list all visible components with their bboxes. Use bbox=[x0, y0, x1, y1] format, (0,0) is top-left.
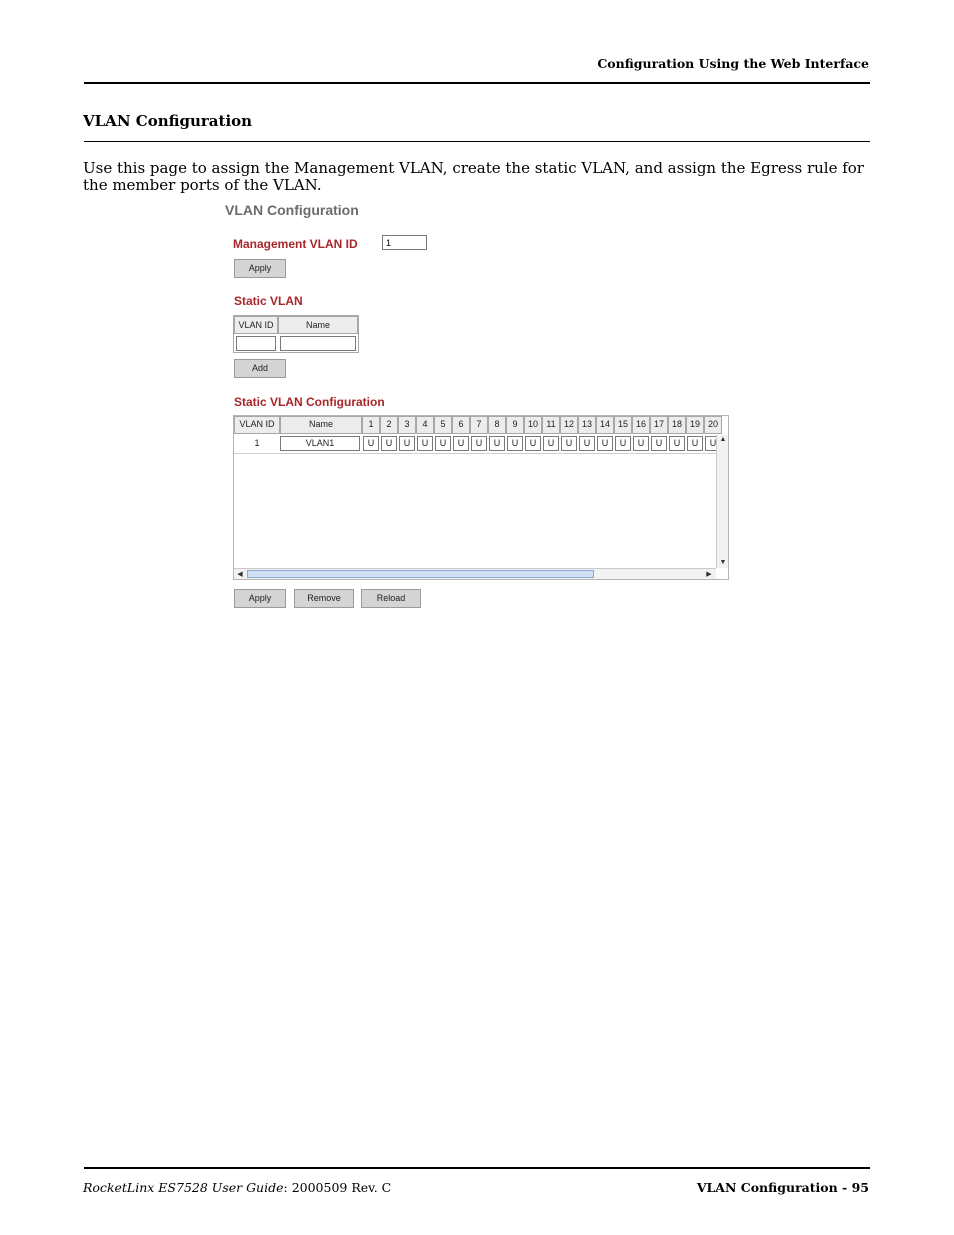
screenshot-title: VLAN Configuration bbox=[225, 202, 359, 218]
port-egress-select-16[interactable]: U bbox=[633, 436, 649, 451]
port-egress-select-3[interactable]: U bbox=[399, 436, 415, 451]
port-egress-select-19[interactable]: U bbox=[687, 436, 703, 451]
intro-paragraph: Use this page to assign the Management VLAN, create the static VLAN, and assign the Egress rule for the member ports of the VLAN. bbox=[83, 159, 864, 194]
port-egress-select-11[interactable]: U bbox=[543, 436, 559, 451]
port-header-15: 15 bbox=[614, 416, 632, 434]
static-vlan-id-input[interactable] bbox=[236, 336, 276, 351]
port-egress-select-14[interactable]: U bbox=[597, 436, 613, 451]
port-egress-select-18[interactable]: U bbox=[669, 436, 685, 451]
config-row-vlan-id: 1 bbox=[254, 438, 260, 448]
port-header-19: 19 bbox=[686, 416, 704, 434]
row-divider bbox=[234, 453, 716, 454]
horizontal-scrollbar[interactable] bbox=[234, 568, 716, 580]
port-header-1: 1 bbox=[362, 416, 380, 434]
port-header-4: 4 bbox=[416, 416, 434, 434]
port-egress-select-13[interactable]: U bbox=[579, 436, 595, 451]
port-egress-select-15[interactable]: U bbox=[615, 436, 631, 451]
footer-product bbox=[83, 1180, 391, 1195]
static-config-table bbox=[233, 415, 729, 580]
scroll-right-arrow-icon[interactable]: ▶ bbox=[706, 571, 712, 578]
vertical-scrollbar[interactable] bbox=[716, 435, 729, 568]
management-apply-button[interactable]: Apply bbox=[234, 259, 286, 278]
header-rule bbox=[84, 82, 870, 84]
static-vlan-name-input[interactable] bbox=[280, 336, 356, 351]
add-vlan-button[interactable]: Add bbox=[234, 359, 286, 378]
port-header-5: 5 bbox=[434, 416, 452, 434]
footer-product-name: RocketLinx ES7528 User Guide bbox=[83, 1180, 284, 1195]
management-vlan-label: Management VLAN ID bbox=[233, 237, 358, 251]
management-vlan-input[interactable]: 1 bbox=[382, 235, 427, 250]
section-title: VLAN Configuration bbox=[83, 112, 253, 130]
port-header-9: 9 bbox=[506, 416, 524, 434]
port-egress-select-7[interactable]: U bbox=[471, 436, 487, 451]
reload-button[interactable]: Reload bbox=[361, 589, 421, 608]
port-header-11: 11 bbox=[542, 416, 560, 434]
footer-rule bbox=[84, 1167, 870, 1169]
port-egress-select-8[interactable]: U bbox=[489, 436, 505, 451]
port-egress-select-1[interactable]: U bbox=[363, 436, 379, 451]
port-egress-select-17[interactable]: U bbox=[651, 436, 667, 451]
config-col-vlan-id: VLAN ID bbox=[234, 416, 280, 434]
static-vlan-col-id: VLAN ID bbox=[234, 316, 278, 334]
port-header-7: 7 bbox=[470, 416, 488, 434]
remove-button[interactable]: Remove bbox=[294, 589, 354, 608]
scroll-left-arrow-icon[interactable]: ◀ bbox=[237, 571, 243, 578]
running-header: Configuration Using the Web Interface bbox=[597, 56, 869, 71]
port-egress-select-2[interactable]: U bbox=[381, 436, 397, 451]
port-header-12: 12 bbox=[560, 416, 578, 434]
horizontal-scroll-thumb[interactable] bbox=[247, 570, 594, 578]
port-egress-select-5[interactable]: U bbox=[435, 436, 451, 451]
port-header-18: 18 bbox=[668, 416, 686, 434]
port-egress-select-12[interactable]: U bbox=[561, 436, 577, 451]
port-header-20: 20 bbox=[704, 416, 722, 434]
port-header-17: 17 bbox=[650, 416, 668, 434]
static-vlan-table bbox=[233, 315, 359, 353]
port-header-2: 2 bbox=[380, 416, 398, 434]
port-header-8: 8 bbox=[488, 416, 506, 434]
port-header-3: 3 bbox=[398, 416, 416, 434]
port-header-16: 16 bbox=[632, 416, 650, 434]
port-egress-select-9[interactable]: U bbox=[507, 436, 523, 451]
scroll-down-arrow-icon[interactable]: ▼ bbox=[719, 559, 727, 566]
static-vlan-col-name: Name bbox=[278, 316, 358, 334]
scroll-up-arrow-icon[interactable]: ▲ bbox=[719, 436, 727, 443]
port-header-10: 10 bbox=[524, 416, 542, 434]
config-row-name-input[interactable]: VLAN1 bbox=[280, 436, 360, 451]
port-header-13: 13 bbox=[578, 416, 596, 434]
static-config-label: Static VLAN Configuration bbox=[234, 395, 385, 409]
static-vlan-label: Static VLAN bbox=[234, 294, 303, 308]
port-egress-select-6[interactable]: U bbox=[453, 436, 469, 451]
section-rule bbox=[84, 141, 870, 142]
footer-page-label: VLAN Configuration - 95 bbox=[696, 1180, 869, 1195]
port-egress-select-4[interactable]: U bbox=[417, 436, 433, 451]
port-egress-select-10[interactable]: U bbox=[525, 436, 541, 451]
config-apply-button[interactable]: Apply bbox=[234, 589, 286, 608]
port-header-6: 6 bbox=[452, 416, 470, 434]
port-header-14: 14 bbox=[596, 416, 614, 434]
config-col-name: Name bbox=[280, 416, 362, 434]
footer-doc-number: : 2000509 Rev. C bbox=[283, 1180, 392, 1195]
port-egress-select-20[interactable]: U bbox=[705, 436, 721, 451]
